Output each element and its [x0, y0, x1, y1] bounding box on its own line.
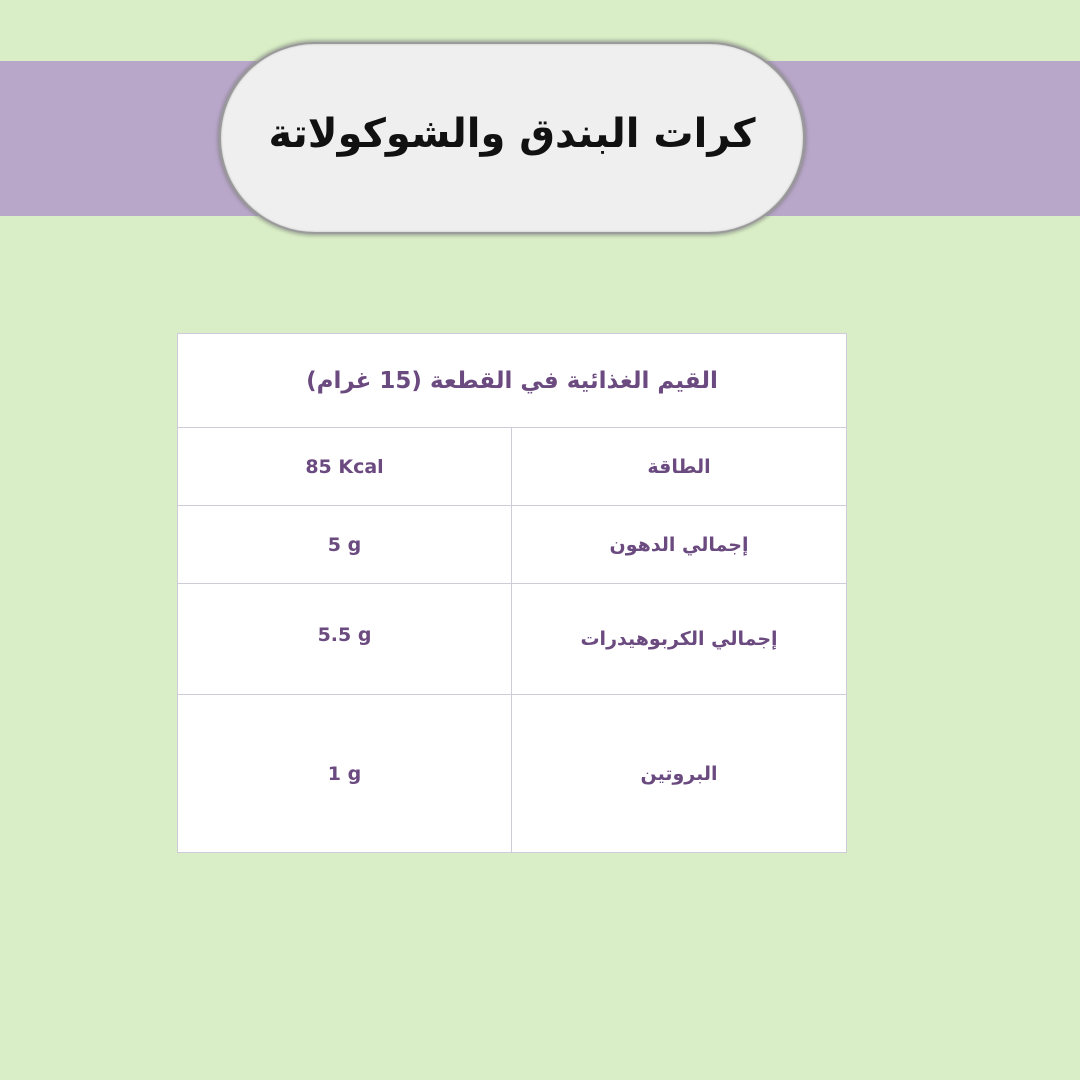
table-row	[178, 584, 846, 695]
nutrition-label-protein: البروتين	[640, 762, 718, 785]
nutrition-value-fat: 5 g	[178, 506, 512, 583]
nutrition-label-energy: الطاقة	[647, 455, 711, 478]
title-banner	[219, 42, 805, 234]
table-row	[178, 428, 846, 506]
page-title: كرات البندق والشوكولاتة	[268, 111, 756, 157]
table-row	[178, 506, 846, 584]
nutrition-value-protein: 1 g	[178, 695, 512, 852]
nutrition-table-header	[178, 334, 846, 428]
nutrition-table	[177, 333, 847, 853]
table-row	[178, 695, 846, 852]
nutrition-value-energy: 85 Kcal	[178, 428, 512, 505]
nutrition-label-fat: إجمالي الدهون	[609, 533, 749, 556]
nutrition-value-carbs: 5.5 g	[178, 584, 512, 694]
nutrition-heading: القيم الغذائية في القطعة (15 غرام)	[306, 367, 718, 394]
nutrition-label-carbs: إجمالي الكربوهيدرات	[580, 628, 778, 650]
